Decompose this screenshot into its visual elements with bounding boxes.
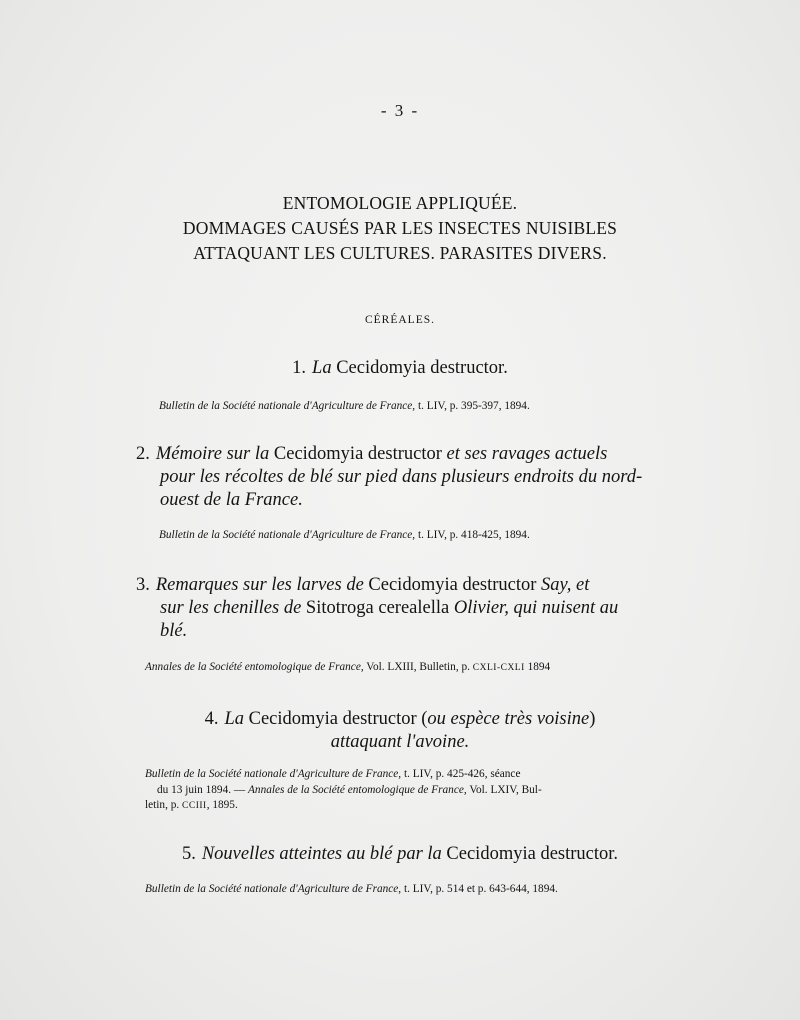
entry-5-title: 5. Nouvelles atteintes au blé par la Cecidomyia destructor. bbox=[181, 844, 619, 864]
entry-number: 5. bbox=[181, 844, 196, 864]
entry-number: 2. bbox=[136, 444, 150, 464]
entry-2-reference: Bulletin de la Société nationale d'Agriculture de France, t. LIV, p. 418-425, 1894. bbox=[159, 529, 530, 541]
entry-3-title: 3. Remarques sur les larves de Cecidomyia destructor Say, et sur les chenilles de Sitotroga cerealella Olivier, qui nuisent au blé. bbox=[136, 575, 619, 641]
entry-4-reference: Bulletin de la Société nationale d'Agriculture de France, t. LIV, p. 425-426, séance du 13 juin 1894. — Annales de la Société entomologique de France, Vol. LXIV, Bul- letin, p. CCIII, 1895. bbox=[145, 768, 542, 811]
section-title: CÉRÉALES. bbox=[364, 314, 435, 326]
entry-5-reference: Bulletin de la Société nationale d'Agriculture de France, t. LIV, p. 514 et p. 643-644, 1894. bbox=[145, 883, 558, 895]
entry-1-title: 1. La Cecidomyia destructor. bbox=[292, 358, 508, 378]
entry-number: 3. bbox=[136, 575, 150, 595]
heading-line-1: ENTOMOLOGIE APPLIQUÉE. bbox=[282, 193, 518, 213]
entry-2-title: 2. Mémoire sur la Cecidomyia destructor et ses ravages actuels pour les récoltes de blé sur pied dans plusieurs endroits du nord- ouest de la France. bbox=[136, 444, 643, 510]
entry-number: 1. bbox=[292, 358, 307, 378]
heading-line-3: ATTAQUANT LES CULTURES. PARASITES DIVERS. bbox=[193, 243, 607, 263]
page-number: - 3 - bbox=[380, 101, 420, 120]
entry-number: 4. bbox=[204, 709, 219, 729]
entry-4-title-line-1: 4. La Cecidomyia destructor (ou espèce très voisine) bbox=[204, 709, 596, 729]
entry-3-reference: Annales de la Société entomologique de France, Vol. LXIII, Bulletin, p. CXLI-CXLI 1894 bbox=[145, 661, 551, 673]
entry-4-title-line-2: attaquant l'avoine. bbox=[330, 732, 470, 752]
chapter-heading bbox=[0, 191, 800, 266]
heading-line-2: DOMMAGES CAUSÉS PAR LES INSECTES NUISIBLES bbox=[182, 218, 618, 238]
entry-1-reference: Bulletin de la Société nationale d'Agriculture de France, t. LIV, p. 395-397, 1894. bbox=[159, 400, 530, 412]
